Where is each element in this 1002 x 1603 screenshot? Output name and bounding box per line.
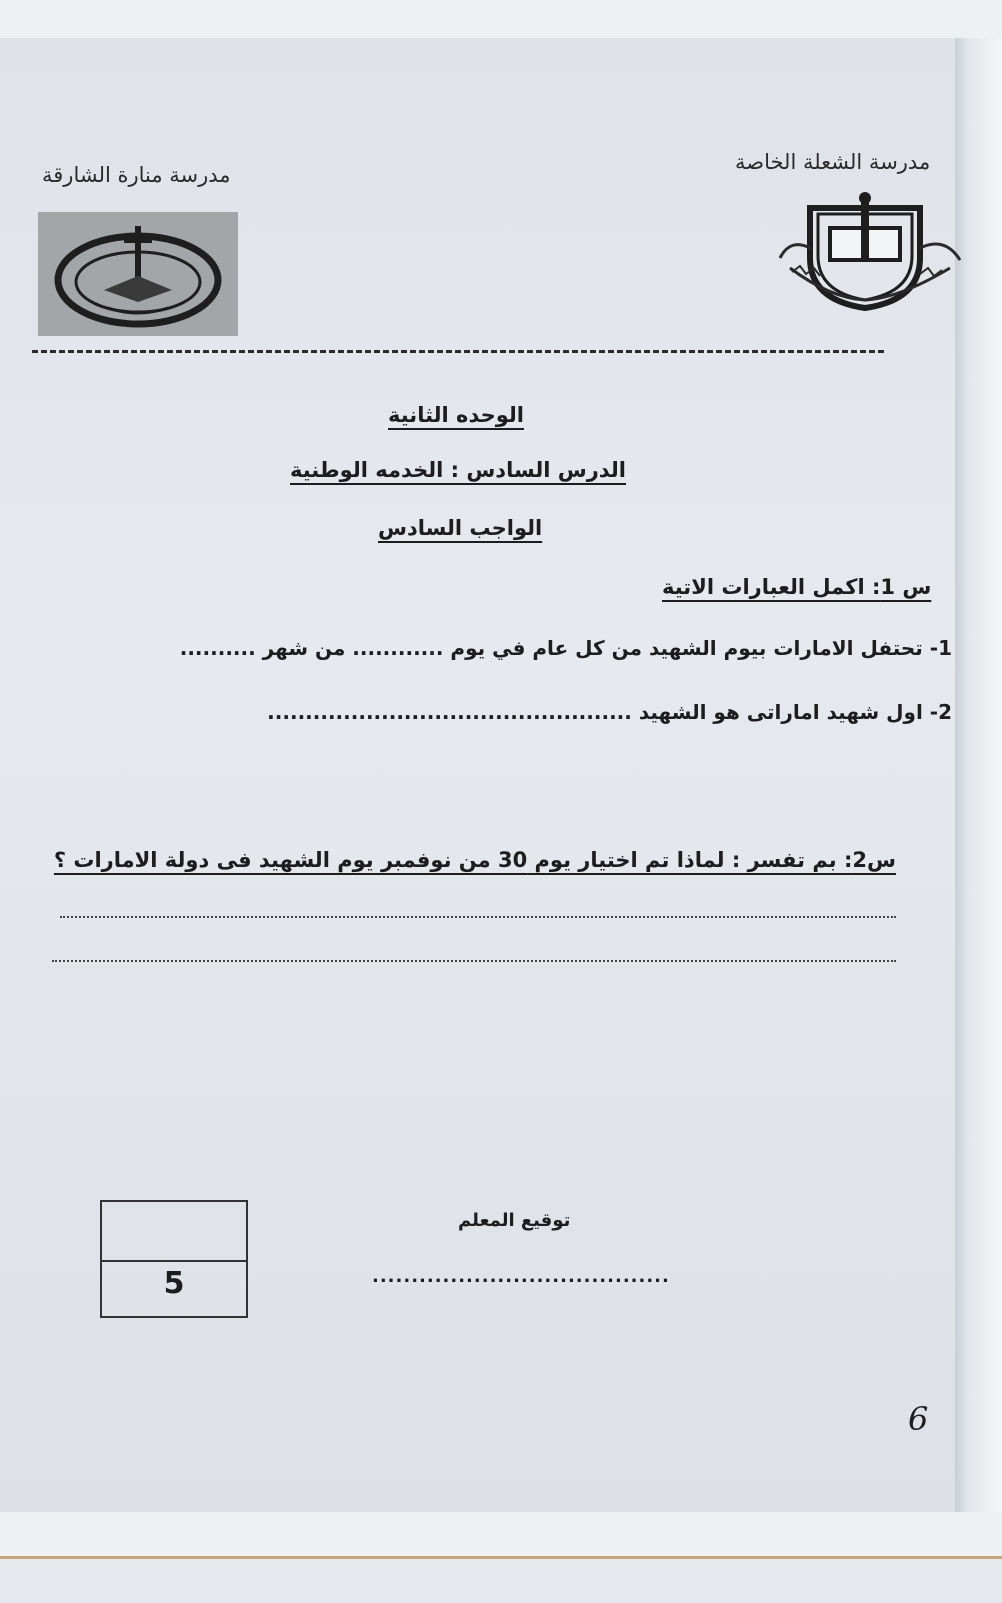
question-1-item-1: 1- تحتفل الامارات بيوم الشهيد من كل عام في يوم ............ من شهر .......... [179, 636, 952, 660]
question-1-item-2: 2- اول شهيد اماراتى هو الشهيد ................................................ [267, 700, 952, 724]
score-box-divider [102, 1260, 246, 1262]
next-page-strip [0, 1556, 1002, 1603]
teacher-signature-line[interactable]: ...................................... [372, 1266, 670, 1287]
score-box [100, 1200, 248, 1318]
page-number: 6 [908, 1400, 929, 1438]
answer-line-1[interactable] [60, 916, 896, 918]
school-name-left: مدرسة منارة الشارقة [42, 163, 231, 187]
school-logo-right [770, 188, 966, 318]
question-2-title: س2: بم تفسر : لماذا تم اختيار يوم 30 من نوفمبر يوم الشهيد فى دولة الامارات ؟ [53, 848, 896, 872]
school-logo-left [38, 212, 238, 336]
unit-title: الوحده الثانية [388, 403, 524, 427]
teacher-signature-label: توقيع المعلم [458, 1210, 571, 1231]
question-1-title: س 1: اكمل العبارات الاتية [662, 575, 932, 599]
score-value: 5 [163, 1266, 185, 1301]
homework-title: الواجب السادس [378, 516, 543, 540]
answer-line-2[interactable] [52, 960, 896, 962]
lesson-title: الدرس السادس : الخدمه الوطنية [290, 458, 627, 482]
header-divider [32, 350, 884, 353]
school-name-right: مدرسة الشعلة الخاصة [735, 150, 931, 174]
